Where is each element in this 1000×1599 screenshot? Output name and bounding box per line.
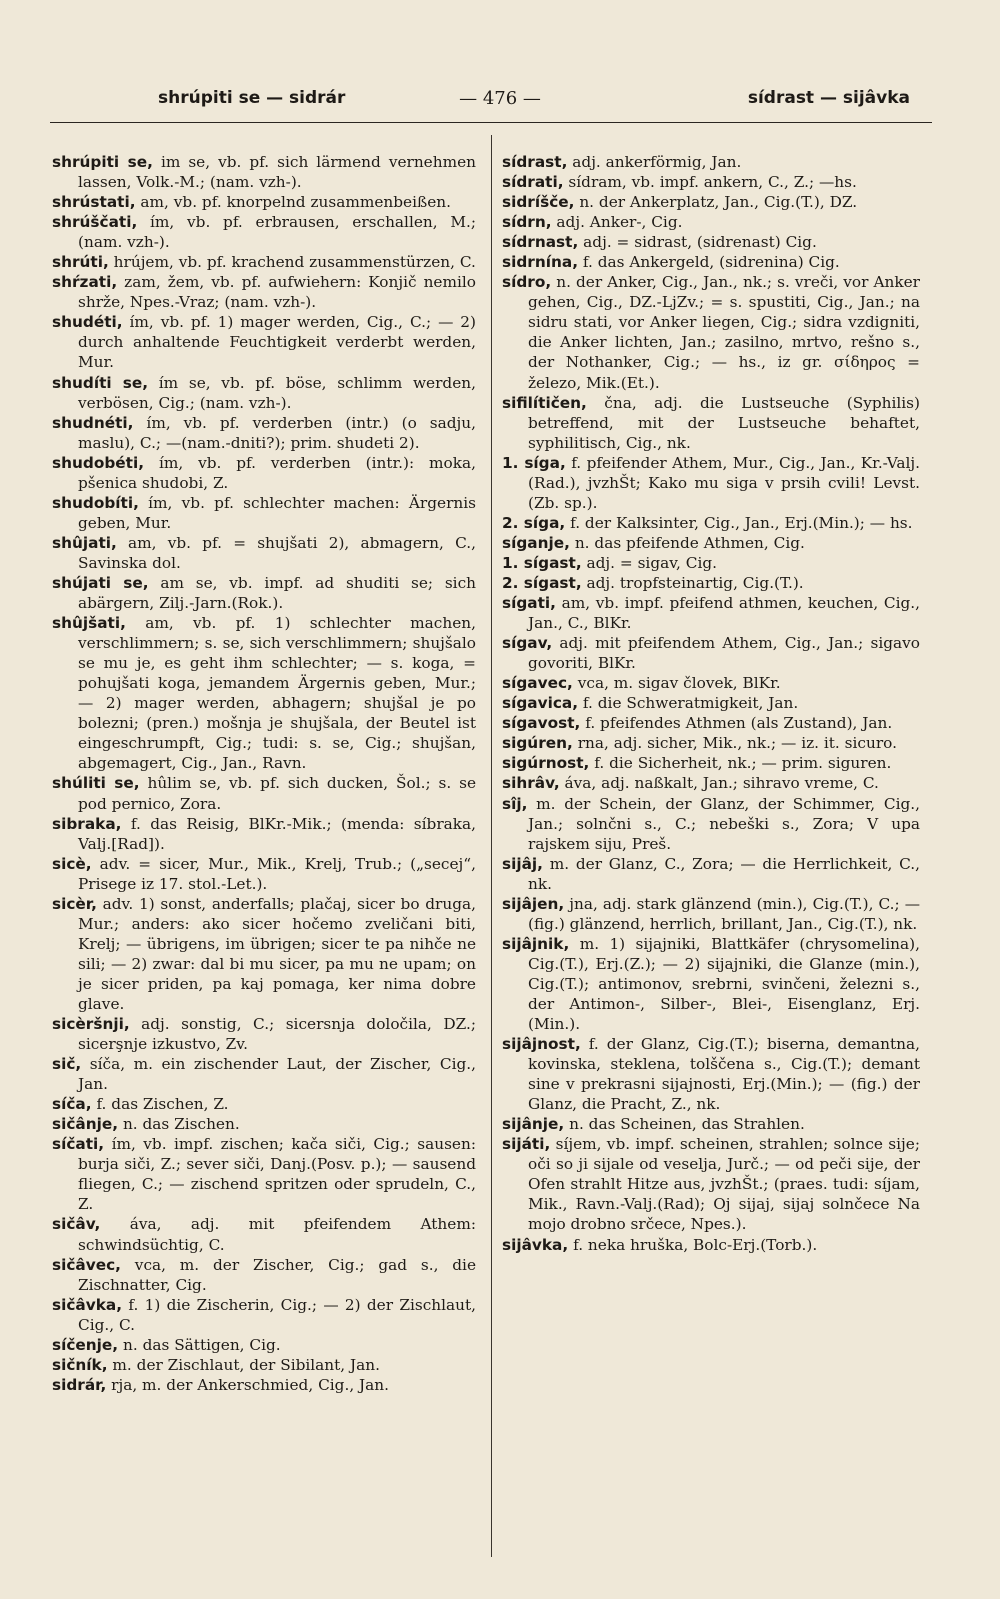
entry-headword: shûjati, xyxy=(52,533,117,552)
dictionary-entry xyxy=(502,272,920,392)
entry-definition: rja, m. der Ankerschmied, Cig., Jan. xyxy=(111,1375,390,1394)
entry-headword: sígavica, xyxy=(502,694,579,713)
entry-headword: síčati, xyxy=(52,1135,105,1154)
entry-definition: f. der Glanz, Cig.(T.); biserna, demantna, kovinska, steklena, tolščena s., Cig.(T.); demant sine v prekrasni sijajnosti, Erj.(Min.); — (fig.) der Glanz, die Pracht, Z., nk. xyxy=(528,1035,920,1114)
entry-headword: sicè, xyxy=(52,854,92,873)
dictionary-entry xyxy=(52,1355,476,1375)
dictionary-entry xyxy=(52,773,476,813)
dictionary-entry xyxy=(52,1335,476,1355)
dictionary-entry xyxy=(52,1134,476,1214)
entry-headword: sič, xyxy=(52,1055,82,1074)
entry-headword: síganje, xyxy=(502,533,570,552)
dictionary-entry xyxy=(502,513,920,533)
entry-definition: f. der Kalksinter, Cig., Jan., Erj.(Min.); — hs. xyxy=(570,513,913,532)
entry-definition: n. der Anker, Cig., Jan., nk.; s. vreči, vor Anker gehen, Cig., DZ.-LjZv.; = s. spustiti, Cig., Jan.; na sidru stati, vor Anker liegen, Cig.; sidra vzdigniti, die Anker lichten, Jan.; zasilno, mrtvo, rešno s., der Nothanker, Cig.; — hs., iz gr. σίδηρος = železo, Mik.(Et.). xyxy=(528,273,920,392)
entry-headword: sídrast, xyxy=(502,153,568,171)
entry-definition: adj. ankerförmig, Jan. xyxy=(572,153,742,171)
entry-headword: sijâjen, xyxy=(502,894,565,913)
entry-definition: hûlim se, vb. pf. sich ducken, Šol.; s. se pod pernico, Zora. xyxy=(78,774,476,813)
dictionary-entry xyxy=(502,854,920,894)
entry-headword: sîj, xyxy=(502,794,528,813)
dictionary-entry xyxy=(502,212,920,232)
entry-definition: m. 1) sijajniki, Blattkäfer (chrysomelina), Cig.(T.), Erj.(Z.); — 2) sijajniki, die Glanze (min.), Cig.(T.); antimonov, srebrni, svinčeni, železni s., der Antimon-, Silber-, Blei-, Eisenglanz, Erj.(Min.). xyxy=(528,934,920,1034)
entry-headword: sičâv, xyxy=(52,1215,101,1234)
dictionary-entry xyxy=(52,373,476,413)
entry-definition: im se, vb. pf. sich lärmend vernehmen lassen, Volk.-M.; (nam. vzh-). xyxy=(78,153,476,192)
entry-definition: čna, adj. die Lustseuche (Syphilis) betreffend, mit der Lustseuche behaftet, syphilitisch, Cig., nk. xyxy=(528,393,920,452)
dictionary-entry xyxy=(502,773,920,793)
dictionary-entry xyxy=(502,934,920,1034)
entry-headword: shújati se, xyxy=(52,573,149,592)
entry-definition: n. das Zischen. xyxy=(122,1115,240,1134)
dictionary-entry xyxy=(502,1235,920,1255)
entry-definition: n. das pfeifende Athmen, Cig. xyxy=(574,533,805,552)
entry-headword: sicèr, xyxy=(52,894,97,913)
entry-headword: shrúpiti se, xyxy=(52,153,153,171)
dictionary-entry xyxy=(502,393,920,453)
dictionary-entry xyxy=(52,192,476,212)
entry-headword: sijâjnost, xyxy=(502,1035,581,1054)
dictionary-entry xyxy=(502,894,920,934)
entry-definition: síjem, vb. impf. scheinen, strahlen; solnce sije; oči so ji sijale od veselja, Jurč.; — od peči sije, der Ofen strahlt Hitze aus, jvzhŠt.; (praes. tudi: síjam, Mik., Ravn.-Valj.(Rad); Oj sijaj, sijaj solnčece Na mojo drobno srčece, Npes.). xyxy=(528,1135,920,1234)
entry-headword: sígavec, xyxy=(502,674,573,693)
entry-definition: m. der Glanz, C., Zora; — die Herrlichkeit, C., nk. xyxy=(528,854,920,893)
header-right-guideword: sídrast — sijâvka xyxy=(747,88,910,108)
dictionary-entry xyxy=(502,192,920,212)
entry-headword: sijânje, xyxy=(502,1115,565,1134)
entry-definition: adj. sonstig, C.; sicersnja določila, DZ.; sicerşnje izkustvo, Zv. xyxy=(78,1015,476,1054)
entry-headword: shudéti, xyxy=(52,313,123,332)
dictionary-entry xyxy=(502,533,920,553)
entry-headword: sídrnast, xyxy=(502,233,579,252)
entry-headword: sígavost, xyxy=(502,714,581,733)
entry-headword: síčenje, xyxy=(52,1335,119,1354)
dictionary-entry xyxy=(502,553,920,573)
dictionary-entry xyxy=(502,633,920,673)
entry-definition: áva, adj. naßkalt, Jan.; sihravo vreme, C. xyxy=(564,774,879,793)
entry-headword: sidrár, xyxy=(52,1375,107,1394)
dictionary-entry xyxy=(52,252,476,272)
entry-definition: ím se, vb. pf. böse, schlimm werden, verbösen, Cig.; (nam. vzh-). xyxy=(78,373,476,412)
entry-definition: f. die Sicherheit, nk.; — prim. siguren. xyxy=(594,754,892,773)
entry-definition: adv. = sicer, Mur., Mik., Krelj, Trub.; („secej“, Prisege iz 17. stol.-Let.). xyxy=(78,854,476,893)
dictionary-entry xyxy=(52,1094,476,1114)
entry-definition: am, vb. impf. pfeifend athmen, keuchen, Cig., Jan., C., BlKr. xyxy=(528,594,920,633)
entry-definition: f. neka hruška, Bolc-Erj.(Torb.). xyxy=(573,1235,818,1254)
dictionary-entry xyxy=(52,1375,476,1395)
entry-headword: 1. síga, xyxy=(502,453,566,472)
entry-headword: shrúščati, xyxy=(52,213,138,232)
entry-definition: adj. = sigav, Cig. xyxy=(586,553,718,572)
dictionary-entry xyxy=(52,573,476,613)
entry-definition: sídram, vb. impf. ankern, C., Z.; —hs. xyxy=(568,173,857,192)
entry-definition: m. der Schein, der Glanz, der Schimmer, Cig., Jan.; solnčni s., C.; nebeški s., Zora; V upa rajskem siju, Preš. xyxy=(528,794,920,853)
entry-definition: n. das Sättigen, Cig. xyxy=(123,1335,281,1354)
entry-headword: sičâvec, xyxy=(52,1255,121,1274)
entry-definition: síča, m. ein zischender Laut, der Zischer, Cig., Jan. xyxy=(78,1055,476,1094)
entry-headword: shudobéti, xyxy=(52,453,145,472)
entry-headword: sijâvka, xyxy=(502,1235,569,1254)
entry-definition: adj. mit pfeifendem Athem, Cig., Jan.; sigavo govoriti, BlKr. xyxy=(528,634,920,673)
entry-definition: ím, vb. pf. 1) mager werden, Cig., C.; — 2) durch anhaltende Feuchtigkeit verderbt werden, Mur. xyxy=(78,313,476,372)
running-header xyxy=(60,88,940,120)
entry-definition: am, vb. pf. knorpelnd zusammenbeißen. xyxy=(140,193,451,212)
dictionary-entry xyxy=(502,573,920,593)
entry-headword: shûjšati, xyxy=(52,614,126,633)
entry-headword: shudobíti, xyxy=(52,493,139,512)
entry-definition: f. 1) die Zischerin, Cig.; — 2) der Zischlaut, Cig., C. xyxy=(78,1295,476,1334)
dictionary-entry xyxy=(52,312,476,372)
dictionary-entry xyxy=(52,1214,476,1254)
entry-definition: ím, vb. impf. zischen; kača siči, Cig.; sausen: burja siči, Z.; sever siči, Danj.(Posv. p.); — sausend fliegen, C.; — zischend spritzen oder sprudeln, C., Z. xyxy=(78,1135,476,1214)
page-number: — 476 — xyxy=(459,88,541,109)
entry-headword: sígati, xyxy=(502,594,556,613)
entry-definition: m. der Zischlaut, der Sibilant, Jan. xyxy=(112,1355,380,1374)
entry-definition: hrújem, vb. pf. krachend zusammenstürzen, C. xyxy=(113,253,476,272)
dictionary-entry xyxy=(502,693,920,713)
entry-definition: f. das Ankergeld, (sidrenina) Cig. xyxy=(582,253,840,272)
dictionary-entry xyxy=(52,1014,476,1054)
entry-definition: f. die Schweratmigkeit, Jan. xyxy=(582,694,799,713)
dictionary-entry xyxy=(52,1114,476,1134)
entry-headword: shŕzati, xyxy=(52,273,118,292)
entry-headword: sidríšče, xyxy=(502,193,575,212)
entry-definition: zam, žem, vb. pf. aufwiehern: Konjič nemilo shrže, Npes.-Vraz; (nam. vzh-). xyxy=(78,273,476,312)
entry-headword: sígav, xyxy=(502,634,553,653)
dictionary-entry xyxy=(52,854,476,894)
entry-definition: adj. = sidrast, (sidrenast) Cig. xyxy=(583,233,817,252)
entry-definition: ím, vb. pf. erbrausen, erschallen, M.; (nam. vzh-). xyxy=(78,213,476,252)
entry-headword: sičâvka, xyxy=(52,1295,123,1314)
dictionary-entry xyxy=(52,413,476,453)
entry-definition: rna, adj. sicher, Mik., nk.; — iz. it. sicuro. xyxy=(577,734,897,753)
entry-definition: f. das Reisig, BlKr.-Mik.; (menda: síbraka, Valj.[Rad]). xyxy=(78,814,476,853)
entry-headword: sičník, xyxy=(52,1355,108,1374)
entry-headword: sijâjnik, xyxy=(502,934,570,953)
entry-headword: sibraka, xyxy=(52,814,122,833)
dictionary-entry xyxy=(502,1034,920,1114)
entry-definition: f. pfeifendes Athmen (als Zustand), Jan. xyxy=(585,714,893,733)
entry-definition: vca, m. der Zischer, Cig.; gad s., die Zischnatter, Cig. xyxy=(78,1255,476,1294)
entry-definition: f. das Zischen, Z. xyxy=(96,1095,229,1114)
dictionary-entry xyxy=(502,453,920,513)
dictionary-entry xyxy=(52,453,476,493)
dictionary-entry xyxy=(502,252,920,272)
entry-headword: 2. síga, xyxy=(502,513,566,532)
entry-definition: am, vb. pf. 1) schlechter machen, verschlimmern; s. se, sich verschlimmern; shujšalo se mu je, es geht ihm schlechter; — s. koga, = pohujšati koga, jemandem Ärgernis geben, Mur.; — 2) mager werden, abhagern; shujšal je po bolezni; (pren.) mošnja je shujšala, der Beutel ist eingeschrumpft, Cig.; tudi: s. se, Cig.; shujšan, abgemagert, Cig., Jan., Ravn. xyxy=(78,614,476,773)
dictionary-entry xyxy=(52,1295,476,1335)
dictionary-entry xyxy=(52,493,476,533)
entry-definition: n. der Ankerplatz, Jan., Cig.(T.), DZ. xyxy=(579,193,858,212)
entry-definition: adj. Anker-, Cig. xyxy=(556,213,683,232)
entry-headword: sidrnína, xyxy=(502,253,578,272)
dictionary-entry xyxy=(502,733,920,753)
entry-definition: f. pfeifender Athem, Mur., Cig., Jan., Kr.-Valj.(Rad.), jvzhŠt; Kako mu siga v prsih cvili! Levst.(Zb. sp.). xyxy=(528,453,920,512)
dictionary-entry xyxy=(502,753,920,773)
entry-headword: shrúti, xyxy=(52,253,109,272)
entry-headword: sicèršnji, xyxy=(52,1015,130,1034)
dictionary-entry xyxy=(502,593,920,633)
entry-definition: adv. 1) sonst, anderfalls; plačaj, sicer bo druga, Mur.; anders: ako sicer hočemo zveličani biti, Krelj; — übrigens, im übrigen; sicer te pa nihče ne sili; — 2) zwar: dal bi mu sicer, pa mu ne upam; on je sicer priden, pa kaj pomaga, ker nima dobre glave. xyxy=(78,894,476,1013)
entry-headword: shúliti se, xyxy=(52,774,140,793)
entry-definition: ím, vb. pf. verderben (intr.) (o sadju, maslu), C.; —(nam.-dniti?); prim. shudeti 2). xyxy=(78,413,476,452)
entry-headword: 1. sígast, xyxy=(502,553,582,572)
entry-definition: áva, adj. mit pfeifendem Athem: schwindsüchtig, C. xyxy=(78,1215,476,1254)
dictionary-entry xyxy=(52,1255,476,1295)
entry-headword: sídrn, xyxy=(502,213,552,232)
dictionary-entry xyxy=(52,1054,476,1094)
dictionary-entry xyxy=(502,1134,920,1234)
entry-headword: sídrati, xyxy=(502,173,564,192)
dictionary-entry xyxy=(502,673,920,693)
dictionary-entry xyxy=(52,272,476,312)
entry-headword: sifilítičen, xyxy=(502,393,587,412)
entry-headword: sijáti, xyxy=(502,1135,551,1154)
entry-headword: 2. sígast, xyxy=(502,573,582,592)
entry-headword: síča, xyxy=(52,1095,92,1114)
entry-headword: sihrâv, xyxy=(502,774,560,793)
entry-headword: sijâj, xyxy=(502,854,543,873)
entry-headword: shudnéti, xyxy=(52,413,134,432)
entry-definition: vca, m. sigav človek, BlKr. xyxy=(577,674,781,693)
dictionary-entry xyxy=(502,152,920,172)
header-left-guideword: shrúpiti se — sidrár xyxy=(158,88,346,108)
entry-definition: am, vb. pf. = shujšati 2), abmagern, C., Savinska dol. xyxy=(78,533,476,572)
header-rule xyxy=(50,122,932,123)
dictionary-entry xyxy=(52,613,476,773)
entry-definition: am se, vb. impf. ad shuditi se; sich abärgern, Zilj.-Jarn.(Rok.). xyxy=(78,573,476,613)
dictionary-entry xyxy=(52,533,476,573)
entry-headword: sigúrnost, xyxy=(502,754,590,773)
entry-definition: n. das Scheinen, das Strahlen. xyxy=(569,1115,805,1134)
dictionary-entry xyxy=(52,212,476,252)
left-column xyxy=(52,152,476,1395)
entry-definition: jna, adj. stark glänzend (min.), Cig.(T.), C.; — (fig.) glänzend, herrlich, brillant, Jan., Cig.(T.), nk. xyxy=(528,894,920,933)
entry-headword: sičânje, xyxy=(52,1115,119,1134)
entry-headword: shrústati, xyxy=(52,193,136,212)
entry-definition: adj. tropfsteinartig, Cig.(T.). xyxy=(586,573,804,592)
dictionary-entry xyxy=(502,1114,920,1134)
dictionary-entry xyxy=(502,232,920,252)
dictionary-entry xyxy=(502,794,920,854)
column-divider xyxy=(491,135,492,1557)
dictionary-entry xyxy=(502,713,920,733)
entry-headword: shudíti se, xyxy=(52,373,149,392)
dictionary-entry xyxy=(52,152,476,192)
entry-headword: sídro, xyxy=(502,273,552,292)
entry-definition: ím, vb. pf. verderben (intr.): moka, pšenica shudobi, Z. xyxy=(78,453,476,492)
dictionary-entry xyxy=(52,894,476,1014)
dictionary-entry xyxy=(52,814,476,854)
entry-headword: sigúren, xyxy=(502,734,573,753)
entry-definition: ím, vb. pf. schlechter machen: Ärgernis geben, Mur. xyxy=(78,493,476,532)
dictionary-entry xyxy=(502,172,920,192)
right-column xyxy=(502,152,920,1255)
